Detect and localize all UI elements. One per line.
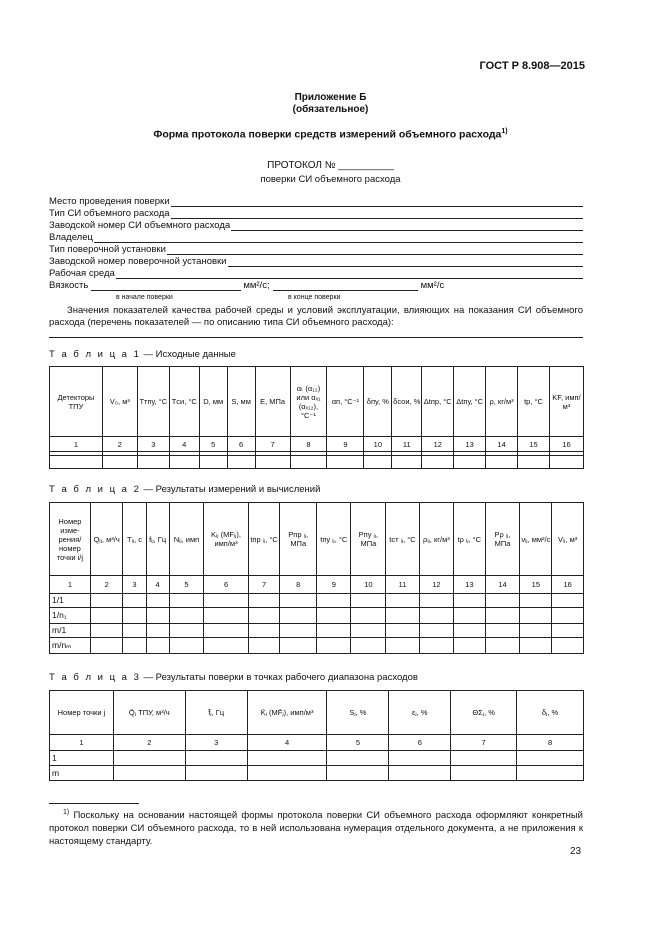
col-number: 4 xyxy=(247,735,327,751)
table1-caption-prefix: Т а б л и ц а 1 xyxy=(49,349,141,360)
table1-header: E, МПа xyxy=(255,367,290,437)
table3-caption xyxy=(49,672,418,683)
col-number: 9 xyxy=(327,437,364,452)
table3-header: f̄ⱼ, Гц xyxy=(185,691,247,735)
viscosity-note-start: в начале поверки xyxy=(116,294,173,301)
field-medium xyxy=(49,267,583,279)
table2-header: fᵢⱼ, Гц xyxy=(146,503,169,576)
table2-header: Pпр ᵢⱼ, МПа xyxy=(280,503,317,576)
col-number: 10 xyxy=(351,576,386,594)
intro-text: Значения показателей качества рабочей среды и условий эксплуатации, влияющих на показания СИ объемного расхода (перечень показателей — по описанию типа СИ объемного расхода): xyxy=(49,305,583,328)
table2-caption-prefix: Т а б л и ц а 2 xyxy=(49,484,141,495)
col-number: 14 xyxy=(485,576,520,594)
table1-header: Детекторы ТПУ xyxy=(50,367,103,437)
col-number: 5 xyxy=(327,735,389,751)
table2-header: Pпу ᵢⱼ, МПа xyxy=(351,503,386,576)
viscosity-unit-end: мм²/с xyxy=(420,280,445,291)
col-number: 12 xyxy=(422,437,454,452)
table1-header: Tси, °С xyxy=(169,367,199,437)
col-number: 7 xyxy=(451,735,517,751)
protocol-subtitle: поверки СИ объемного расхода xyxy=(260,174,401,185)
viscosity-unit-start: мм²/с; xyxy=(243,280,270,291)
table2-header: Номер изме-рения/ номер точки i/j xyxy=(50,503,91,576)
table1-header: αₜ (α₁₂) или αₓ₁ (αₓ₁₂), °С⁻¹ xyxy=(290,367,327,437)
footnote-mark: 1) xyxy=(63,809,70,816)
table2-header-row xyxy=(50,503,584,576)
footnote-divider xyxy=(49,803,139,804)
form-title-text: Форма протокола поверки средств измерений объемного расхода xyxy=(153,128,502,141)
field-label: Заводской номер поверочной установки xyxy=(49,256,227,267)
table3-header: Q̄ⱼ ТПУ, м³/ч xyxy=(113,691,185,735)
table3-number-row xyxy=(50,735,584,751)
viscosity-end-line[interactable] xyxy=(273,281,418,291)
table2-header: ρᵢⱼ, кг/м³ xyxy=(419,503,453,576)
col-number: 3 xyxy=(123,576,146,594)
table2-caption xyxy=(49,484,320,495)
field-label: Тип СИ объемного расхода xyxy=(49,208,170,219)
table2-number-row xyxy=(50,576,584,594)
col-number: 16 xyxy=(549,437,583,452)
col-number: 1 xyxy=(50,576,91,594)
col-number: 9 xyxy=(317,576,351,594)
field-prover-serial xyxy=(49,255,583,267)
col-number: 7 xyxy=(255,437,290,452)
table-row xyxy=(50,608,584,624)
table-row xyxy=(50,624,584,638)
col-number: 2 xyxy=(90,576,123,594)
appendix-title: Приложение Б xyxy=(294,92,367,103)
col-number: 5 xyxy=(169,576,204,594)
table2-header: Kᵢⱼ (MFᵢⱼ), имп/м³ xyxy=(204,503,248,576)
col-number: 15 xyxy=(518,437,550,452)
col-number: 6 xyxy=(389,735,451,751)
table2 xyxy=(49,502,584,654)
table1-header: D, мм xyxy=(199,367,227,437)
footnote xyxy=(49,806,583,848)
table3-caption-prefix: Т а б л и ц а 3 xyxy=(49,672,141,683)
table2-header: Nᵢⱼ, имп xyxy=(169,503,204,576)
field-label: Место проведения поверки xyxy=(49,196,170,207)
col-number: 8 xyxy=(290,437,327,452)
col-number: 14 xyxy=(486,437,518,452)
field-line[interactable] xyxy=(116,269,583,279)
page-number: 23 xyxy=(570,846,582,857)
form-title-footnote-ref: 1) xyxy=(501,128,508,135)
field-line[interactable] xyxy=(94,233,583,243)
table2-header: tпр ᵢⱼ, °С xyxy=(248,503,280,576)
viscosity-start-line[interactable] xyxy=(91,281,241,291)
field-label: Тип поверочной установки xyxy=(49,244,166,255)
table3-header: Номер точки j xyxy=(50,691,114,735)
table-row xyxy=(50,594,584,608)
row-label: 1 xyxy=(50,751,114,766)
col-number: 1 xyxy=(50,437,103,452)
col-number: 11 xyxy=(386,576,419,594)
col-number: 6 xyxy=(204,576,248,594)
col-number: 8 xyxy=(517,735,584,751)
col-number: 7 xyxy=(248,576,280,594)
table1-header: δсои, % xyxy=(392,367,422,437)
table1-caption xyxy=(49,349,236,360)
col-number: 10 xyxy=(364,437,392,452)
table1-header: δпу, % xyxy=(364,367,392,437)
col-number: 8 xyxy=(280,576,317,594)
table3-header: Sⱼ, % xyxy=(327,691,389,735)
table1-header: KF, имп/м³ xyxy=(549,367,583,437)
footnote-text: Поскольку на основании настоящей формы протокола поверки СИ объемного расхода оформляют конкретный протокол поверки СИ объемного расхода, то в ней использована нумерация отдельного документа, а не приложения к настоящему стандарту. xyxy=(49,810,583,848)
row-label: 1/n₁ xyxy=(50,608,91,624)
col-number: 4 xyxy=(169,437,199,452)
row-label: 1/1 xyxy=(50,594,91,608)
field-prover-type xyxy=(49,243,583,255)
field-line[interactable] xyxy=(228,257,584,267)
table1-header: αп, °С⁻¹ xyxy=(327,367,364,437)
viscosity-label: Вязкость xyxy=(49,280,89,291)
table2-header: tпу ᵢⱼ, °С xyxy=(317,503,351,576)
table-row xyxy=(50,638,584,654)
row-label: m/1 xyxy=(50,624,91,638)
col-number: 11 xyxy=(392,437,422,452)
table3-header: εⱼ, % xyxy=(389,691,451,735)
table2-header: Vᵢⱼ, м³ xyxy=(552,503,584,576)
appendix-status: (обязательное) xyxy=(292,104,369,115)
row-label: m/nₘ xyxy=(50,638,91,654)
table1-header: Δtпр, °С xyxy=(422,367,454,437)
field-meter-serial xyxy=(49,219,583,231)
field-viscosity xyxy=(49,279,583,291)
table3-caption-title: — Результаты поверки в точках рабочего диапазона расходов xyxy=(140,672,418,683)
col-number: 2 xyxy=(113,735,185,751)
table3-header: δⱼ, % xyxy=(517,691,584,735)
field-label: Заводской номер СИ объемного расхода xyxy=(49,220,231,231)
field-line[interactable] xyxy=(231,221,583,231)
col-number: 2 xyxy=(102,437,137,452)
table1-header: Δtпу, °С xyxy=(454,367,486,437)
table3-header-row xyxy=(50,691,584,735)
field-line[interactable] xyxy=(171,197,583,207)
col-number: 15 xyxy=(520,576,552,594)
table1-number-row xyxy=(50,437,584,452)
field-label: Рабочая среда xyxy=(49,268,115,279)
table3-header: K̄ⱼ (MF̄ⱼ), имп/м³ xyxy=(247,691,327,735)
field-place xyxy=(49,195,583,207)
field-line[interactable] xyxy=(171,209,583,219)
col-number: 5 xyxy=(199,437,227,452)
document-code: ГОСТ Р 8.908—2015 xyxy=(479,60,585,72)
table-row xyxy=(50,766,584,781)
table1-header: S, мм xyxy=(227,367,255,437)
table1-header: Tтпу, °С xyxy=(137,367,169,437)
table1-header: V₀, м³ xyxy=(102,367,137,437)
table1-header: tр, °С xyxy=(518,367,550,437)
table1-caption-title: — Исходные данные xyxy=(140,349,236,360)
row-label: m xyxy=(50,766,114,781)
field-owner xyxy=(49,231,583,243)
form-title xyxy=(0,128,661,141)
table2-header: Qᵢⱼ, м³/ч xyxy=(90,503,123,576)
col-number: 3 xyxy=(185,735,247,751)
table1-header: ρ, кг/м³ xyxy=(486,367,518,437)
table1 xyxy=(49,366,584,469)
table2-header: νᵢⱼ, мм²/с xyxy=(520,503,552,576)
table-row xyxy=(50,751,584,766)
viscosity-note-end: в конце поверки xyxy=(288,294,341,301)
col-number: 13 xyxy=(454,437,486,452)
table1-data-row xyxy=(50,456,584,469)
field-line[interactable] xyxy=(167,245,583,255)
table2-header: Tᵢⱼ, с xyxy=(123,503,146,576)
col-number: 4 xyxy=(146,576,169,594)
field-label: Владелец xyxy=(49,232,93,243)
col-number: 16 xyxy=(552,576,584,594)
table2-caption-title: — Результаты измерений и вычислений xyxy=(140,484,321,495)
col-number: 1 xyxy=(50,735,114,751)
col-number: 3 xyxy=(137,437,169,452)
table2-header: tст ᵢⱼ, °С xyxy=(386,503,419,576)
table3 xyxy=(49,690,584,781)
table2-header: Pρ ᵢⱼ, МПа xyxy=(485,503,520,576)
intro-fill-line[interactable] xyxy=(49,337,583,338)
col-number: 13 xyxy=(454,576,486,594)
table2-header: tρ ᵢⱼ, °С xyxy=(454,503,486,576)
protocol-title: ПРОТОКОЛ № __________ xyxy=(267,160,394,171)
col-number: 6 xyxy=(227,437,255,452)
table1-header-row xyxy=(50,367,584,437)
col-number: 12 xyxy=(419,576,453,594)
table3-header: ΘΣⱼ, % xyxy=(451,691,517,735)
field-meter-type xyxy=(49,207,583,219)
